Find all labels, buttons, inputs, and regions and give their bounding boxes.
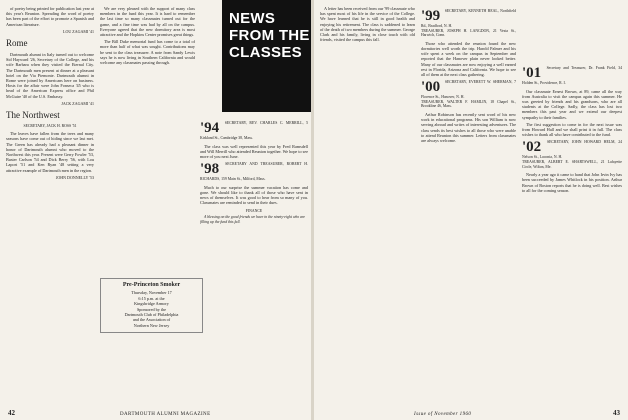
class-secretary: SECRETARY AND TREASURER, ROBERT H. RICHARDS, 159 Main St., Milford, Mass. [200,162,308,182]
event-line: Dartmouth Club of Philadelphia [124,312,179,318]
class-secretary: SECRETARY, EVERETT W. SHERMAN, 7 Florence St., Hanover, N. H. [421,80,516,100]
rome-signature: JACK ZAGAMI '41 [61,100,94,106]
class-1901-paragraph: Our classmate Ernest Brown, at 89, came all the way from Australia to visit the campus again this summer. He was greeted by friends and his grandsons, who are all students at the College. Sadly, the class has lost two members this past year and we extend our deepest sympathy to their families. [522,88,622,120]
event-box [100,278,203,333]
event-line: Sponsored by the [136,306,167,312]
finance-paragraph: A blessing on the good friends we have in the ninety-eight who are filling up the fund this fall. [200,215,306,224]
intro-signature: LOU ZAGAMI '41 [63,28,94,34]
northwest-subheading: SECRETARY, JACK H. ROSS '51 [23,124,77,129]
rome-paragraph: Dartmouth alumni in Italy turned out to welcome Sid Hayward '26, Secretary of the College, and his wife Barbara when they visited the Eternal City. The Dartmouth men present at dinner at a pleasant hotel on the Via Piemonte. Dartmouth alumni in Rome were joined by Americans here on business. Hosts for the affair were John Fonseca '45 who is head of the American Express office and Phil McGuire '40 of the U.S. Embassy. [6,52,94,99]
column-2-paragraph: We are very pleased with the support of many class members in the fund this year. It is hard to remember the last time so many classmates turned out for the game, and a fine time was had by all on the campus. Everyone agreed that the new dormitory area is most attractive and the Hopkins Center promises great things. [100,6,195,38]
class-1898-header [200,162,308,182]
class-secretary: SECRETARY, JOHN HOWARD HELM, 24 Nelson St., Laconia, N. H. [522,140,622,160]
class-1894-paragraph: The class was well represented this year by Fred Ramsdell and Will Merrill who attended Reunion together. We hope to see more of you next June. [200,143,308,159]
class-year: '00 [421,79,441,96]
class-1902-header [522,140,622,169]
left-footer: DARTMOUTH ALUMNI MAGAZINE [120,412,211,417]
class-1900-paragraph: Arthur Robinson has recently sent word of his new work in educational programs. His son William is now serving abroad and writes of interesting adventures. The class sends its best wishes to all those who were unable to attend Reunion this summer. Letters from classmates are always welcome. [421,111,516,143]
class-treasurer: TREASURER, ALBERT E. SHARTSWELL, 21 Lafayette Circle, Wilton, Me. [522,160,622,169]
right-page-number: 43 [613,409,620,417]
northwest-paragraph: The leaves have fallen from the trees and many seasons have come out of hiding since we last met. The Green has already had a pleasant dinner in honor of Dartmouth alumni who moved to the Northwest this year. Present were Gerry Fowler '53, Buster Carlson '54 and Dick Berry '56, with Lou Laport '51 and Ken Ryan '48 setting a very attractive example of Dartmouth men in the region. [6,131,94,173]
event-line: and the Association of [132,317,171,323]
class-1899-header [421,9,516,38]
event-line: Northern New Jersey [133,322,170,328]
class-treasurer: TREASURER, JOSEPH H. LANGDON, 21 Vesta St., Harwich, Conn. [421,28,516,38]
right-column-3 [522,6,622,401]
column-1-paragraph: A letter has been received from our '99 classmate who has spent most of his life in the service of the College. We have learned that he is still in good health and enjoying his retirement. The class is saddened to learn of the death of two members during the summer. George Clark and his family, living in close touch with old friends, visited the campus this fall. [320,6,415,43]
class-1894-header [200,121,308,141]
left-page-number: 42 [8,409,15,417]
class-year: '99 [421,8,441,24]
class-year: '98 [200,161,220,178]
event-line: 6:15 p.m. at the [138,295,165,301]
class-secretary: SECRETARY, KENNETH BEAL, Northfield Rd., Bradford, N. H. [421,9,516,28]
class-treasurer: TREASURER, WALTER F. HAMLIN, 18 Chapel St., Brookline 46, Mass. [421,99,516,109]
class-1900-header [421,80,516,109]
class-year: '94 [200,120,220,136]
event-line: Kingsbridge Armory [134,301,169,307]
right-page [314,0,628,420]
section-banner [222,0,312,112]
right-footer: Issue of November 1960 [414,412,472,417]
finance-section [200,209,308,225]
class-year: '01 [522,65,542,81]
rome-heading: Rome [6,38,28,49]
class-1901-header [522,66,622,86]
left-column-2 [100,6,195,271]
intro-paragraph: of poetry being printed for publication last year at this year's Reunion. Spreading the word of poetry has been part of the effort to promote a Spanish and American literature. [6,6,94,27]
banner-title: NEWS FROM THE CLASSES [229,10,310,61]
left-page [0,0,312,420]
class-1898-paragraph: Much to our surprise the summer vacation has come and gone. We should like to thank all of those who have sent in news of themselves. It was good to hear from so many of you. Classmates are reminded to send in their dues. [200,184,308,206]
northwest-signature: JOHN DONNELLY '53 [55,174,94,180]
class-year: '02 [522,139,542,156]
class-1901-paragraph-2: The first suggestion to come in for the next issue was from Howard Hall and we shall print it in full. The class wishes to thank all who have contributed to the fund. [522,121,622,138]
right-column-2 [421,6,516,401]
right-column-1 [320,6,415,401]
event-box-heading: Pre-Princeton Smoker [122,282,181,288]
class-secretary: Secretary and Treasurer, Dr. Frank Field, 34 Holden St., Providence, R. I. [522,66,622,85]
class-1899-paragraph: Those who attended the reunion found the new dormitories well worth the trip. Harold Palmer and his wife spent a week on the campus in September and reported that the Hanover plain never looked better. Many of our classmates are now enjoying a well earned rest in Florida, Arizona and California. We hope to see all of them at the next class gathering. [421,40,516,77]
class-1902-paragraph: Nearly a year ago it came to hand that John Irvin Ivy has been succeeded by James Whitlock in his position. Arthur Brown of Boston reports that he is doing well. Best wishes to all for the coming season. [522,172,622,193]
class-secretary: SECRETARY, REV. CHARLES C. MERRILL, 5 Kirkland St., Cambridge 38, Mass. [200,121,308,140]
column-2-paragraph-2: The Bill Duke memorial fund has come to a total of more than half of what was sought. Contributions may be sent to the class treasurer. A note from Sandy Lewis says he is now living in Southern California and would welcome any classmates passing through. [100,39,195,66]
finance-heading: FINANCE [245,208,263,213]
event-line: Thursday, November 17 [131,290,172,296]
northwest-heading: The Northwest [6,110,60,121]
left-column-3 [200,118,308,408]
left-column-1 [6,6,94,184]
